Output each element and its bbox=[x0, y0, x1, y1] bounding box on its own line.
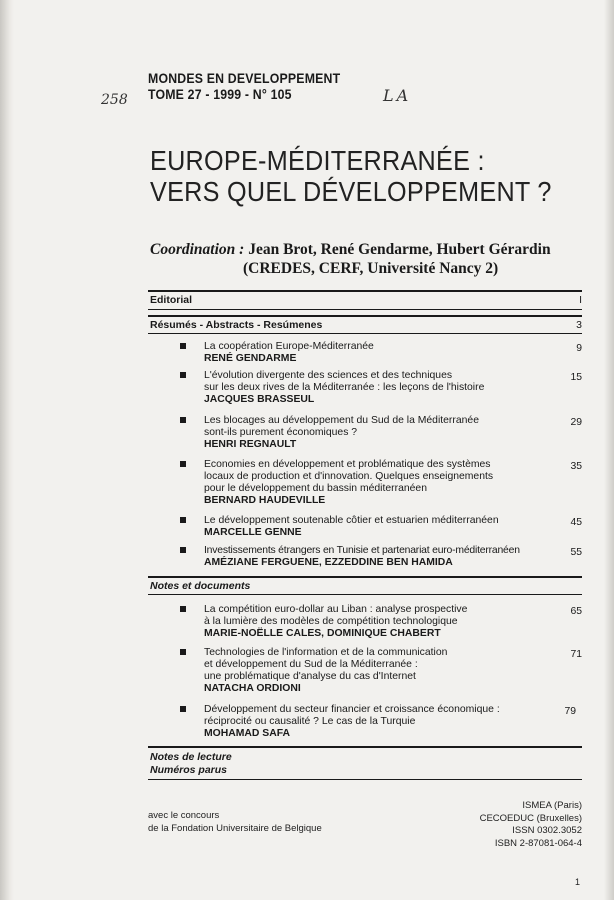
entry-page: 29 bbox=[570, 417, 582, 428]
bullet-square-icon bbox=[180, 517, 186, 523]
entry-page: 9 bbox=[576, 343, 582, 354]
entry-page: 71 bbox=[570, 649, 582, 660]
entry-author: MARCELLE GENNE bbox=[204, 527, 302, 538]
entry-title: Développement du secteur financier et croissance économique : réciprocité ou causalité ? Le cas de la Turquie bbox=[204, 704, 500, 727]
divider bbox=[148, 309, 582, 310]
divider bbox=[148, 779, 582, 780]
footer-line: CECOEDUC (Bruxelles) bbox=[479, 812, 582, 824]
section-notes-lecture bbox=[150, 751, 582, 763]
entry-author: NATACHA ORDIONI bbox=[204, 683, 301, 694]
bullet-square-icon bbox=[180, 461, 186, 467]
footer-line: ISBN 2-87081-064-4 bbox=[494, 837, 582, 849]
entry-page: 79 bbox=[564, 706, 576, 717]
entry-title: Le développement soutenable côtier et estuarien méditerranéen bbox=[204, 515, 499, 526]
section-label: Notes de lecture bbox=[150, 751, 232, 763]
divider bbox=[148, 594, 582, 595]
entry-title: Investissements étrangers en Tunisie et partenariat euro-méditerranéen bbox=[204, 545, 520, 556]
divider bbox=[148, 290, 582, 292]
divider bbox=[148, 576, 582, 578]
journal-issue: TOME 27 - 1999 - N° 105 bbox=[148, 86, 292, 102]
section-label: Numéros parus bbox=[150, 764, 228, 776]
entry-page: 55 bbox=[570, 547, 582, 558]
title-line-1: EUROPE-MÉDITERRANÉE : bbox=[150, 145, 485, 176]
section-notes-documents bbox=[150, 580, 582, 592]
coordination-label: Coordination : bbox=[150, 241, 245, 258]
entry-author: JACQUES BRASSEUL bbox=[204, 394, 315, 405]
bullet-square-icon bbox=[180, 706, 186, 712]
journal-name: MONDES EN DEVELOPPEMENT bbox=[148, 70, 341, 86]
bullet-square-icon bbox=[180, 547, 186, 553]
coordination-affiliations: (CREDES, CERF, Université Nancy 2) bbox=[243, 260, 499, 277]
bullet-square-icon bbox=[180, 343, 186, 349]
page-ref: 3 bbox=[576, 319, 582, 331]
entry-title: La compétition euro-dollar au Liban : analyse prospective à la lumière des modèles de compétition technologique bbox=[204, 604, 468, 627]
section-label: Résumés - Abstracts - Resúmenes bbox=[150, 319, 323, 331]
title-line-2: VERS QUEL DÉVELOPPEMENT ? bbox=[150, 176, 552, 207]
divider bbox=[148, 333, 582, 334]
page-title bbox=[150, 145, 552, 207]
handwritten-initials: LA bbox=[383, 86, 412, 105]
entry-title: Les blocages au développement du Sud de la Méditerranée sont-ils purement économiques ? bbox=[204, 415, 479, 438]
entry-title: La coopération Europe-Méditerranée bbox=[204, 341, 374, 352]
page-ref: I bbox=[579, 294, 582, 306]
scan-edge-left bbox=[0, 0, 14, 900]
footer-line: ISSN 0302.3052 bbox=[512, 825, 582, 836]
entry-author: MARIE-NOËLLE CALES, DOMINIQUE CHABERT bbox=[204, 628, 441, 639]
entry-title: L'évolution divergente des sciences et des techniques sur les deux rives de la Méditerranée : les leçons de l'histoire bbox=[204, 370, 485, 393]
entry-author: MOHAMAD SAFA bbox=[204, 728, 291, 739]
entry-title: Economies en développement et problématique des systèmes locaux de production et d'innovation. Quelques enseignements pour le développement du bassin méditerranéen bbox=[204, 459, 494, 494]
section-numeros bbox=[150, 764, 582, 776]
bullet-square-icon bbox=[180, 372, 186, 378]
section-editorial bbox=[150, 294, 582, 306]
bullet-square-icon bbox=[180, 649, 186, 655]
entry-author: HENRI REGNAULT bbox=[204, 439, 297, 450]
footer-line: de la Fondation Universitaire de Belgique bbox=[148, 822, 322, 834]
handwritten-number: 258 bbox=[101, 92, 128, 108]
divider bbox=[148, 746, 582, 748]
entry-page: 15 bbox=[570, 372, 582, 383]
entry-author: RENÉ GENDARME bbox=[204, 353, 297, 364]
entry-author: AMÉZIANE FERGUENE, EZZEDDINE BEN HAMIDA bbox=[204, 557, 453, 568]
page-number: 1 bbox=[575, 877, 581, 887]
footer-sponsor bbox=[148, 810, 322, 835]
entry-title: Technologies de l'information et de la communication et développement du Sud de la Méditerranée : une problématique d'analyse du cas d'Internet bbox=[204, 647, 448, 682]
entry-page: 35 bbox=[570, 461, 582, 472]
entry-page: 65 bbox=[570, 606, 582, 617]
footer-line: avec le concours bbox=[148, 810, 220, 821]
entry-author: BERNARD HAUDEVILLE bbox=[204, 495, 326, 506]
bullet-square-icon bbox=[180, 606, 186, 612]
divider bbox=[148, 315, 582, 317]
section-label: Notes et documents bbox=[150, 580, 251, 592]
coordination-names: Jean Brot, René Gendarme, Hubert Gérardin bbox=[248, 241, 551, 258]
section-label: Editorial bbox=[150, 294, 193, 306]
bullet-square-icon bbox=[180, 417, 186, 423]
footer-publisher bbox=[480, 800, 582, 850]
section-resumes bbox=[150, 319, 582, 331]
scan-edge-right bbox=[604, 0, 614, 900]
footer-line: ISMEA (Paris) bbox=[522, 800, 582, 811]
coordination-block bbox=[150, 240, 551, 278]
entry-page: 45 bbox=[570, 517, 582, 528]
journal-header bbox=[148, 70, 340, 102]
